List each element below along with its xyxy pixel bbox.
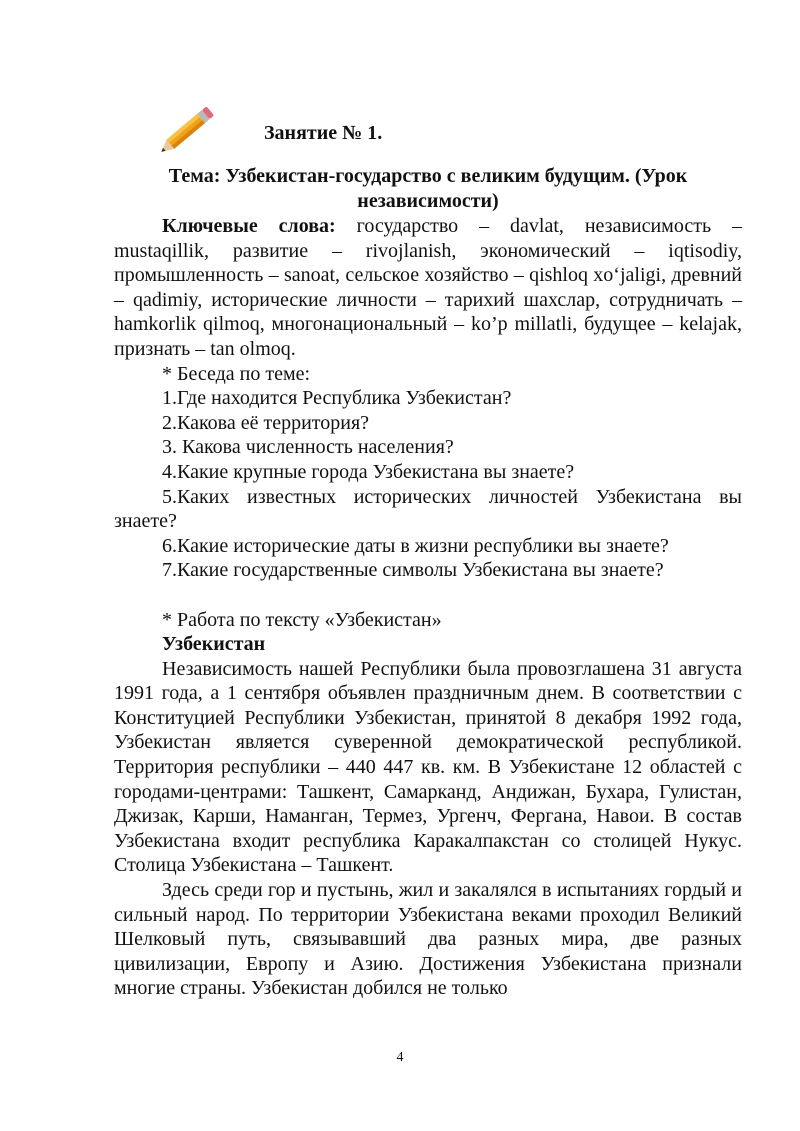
question-item: 3. Какова численность населения? — [162, 436, 454, 459]
keywords-text: государство – davlat, независимость – mustaqillik, развитие – rivojlanish, экономический – iqtisodiy, промышленность – sanoat, сельское хозяйство – qishloq xo‘jaligi, древний – qadimiy, исторические личности – тарихий шахслар, сотрудничать – hamkorlik qilmoq, многонациональный – ko’p millatli, будущее – kelajak, признать – tan olmoq. — [114, 215, 742, 360]
topic-heading: Тема: Узбекистан-государство с великим будущим. (Урок независимости) — [168, 165, 688, 212]
lesson-title: Занятие № 1. — [264, 122, 383, 144]
question-item: 6.Какие исторические даты в жизни республики вы знаете? — [162, 534, 669, 557]
text-title: Узбекистан — [162, 633, 266, 656]
paragraph-independence: Независимость нашей Республики была провозглашена 31 августа 1991 года, а 1 сентября объявлен праздничным днем. В соответствии с Конституцией Республики Узбекистан, принятой 8 декабря 1992 года, Узбекистан является суверенной демократической республикой. Территория республики – 440 447 кв. км. В Узбекистане 12 областей с городами-центрами: Ташкент, Самарканд, Андижан, Бухара, Гулистан, Джизак, Карши, Наманган, Термез, Ургенч, Фергана, Навои. В состав Узбекистана входит республика Каракалпакстан со столицей Нукус. Столица Узбекистана – Ташкент. — [114, 657, 742, 877]
pencil-icon — [150, 98, 220, 166]
question-item: 7.Какие государственные символы Узбекистана вы знаете? — [162, 559, 664, 582]
page-number: 4 — [396, 1050, 404, 1065]
keywords-paragraph — [114, 214, 742, 362]
discussion-header: * Беседа по теме: — [162, 362, 311, 385]
question-item: 2.Какова её территория? — [162, 411, 370, 434]
document-body — [114, 214, 742, 1001]
question-item: 5.Каких известных исторических личностей Узбекистана вы знаете? — [114, 485, 742, 533]
spacer — [114, 583, 742, 608]
question-item: 1.Где находится Республика Узбекистан? — [162, 387, 512, 410]
text-work-header: * Работа по тексту «Узбекистан» — [162, 608, 442, 631]
question-item: 4.Какие крупные города Узбекистана вы знаете? — [162, 460, 575, 483]
keywords-label: Ключевые слова: — [162, 215, 336, 237]
paragraph-silk-road: Здесь среди гор и пустынь, жил и закалялся в испытаниях гордый и сильный народ. По территории Узбекистана веками проходил Великий Шелковый путь, связывавший два разных мира, две разных цивилизации, Европу и Азию. Достижения Узбекистана признали многие страны. Узбекистан добился не только — [114, 879, 742, 1000]
